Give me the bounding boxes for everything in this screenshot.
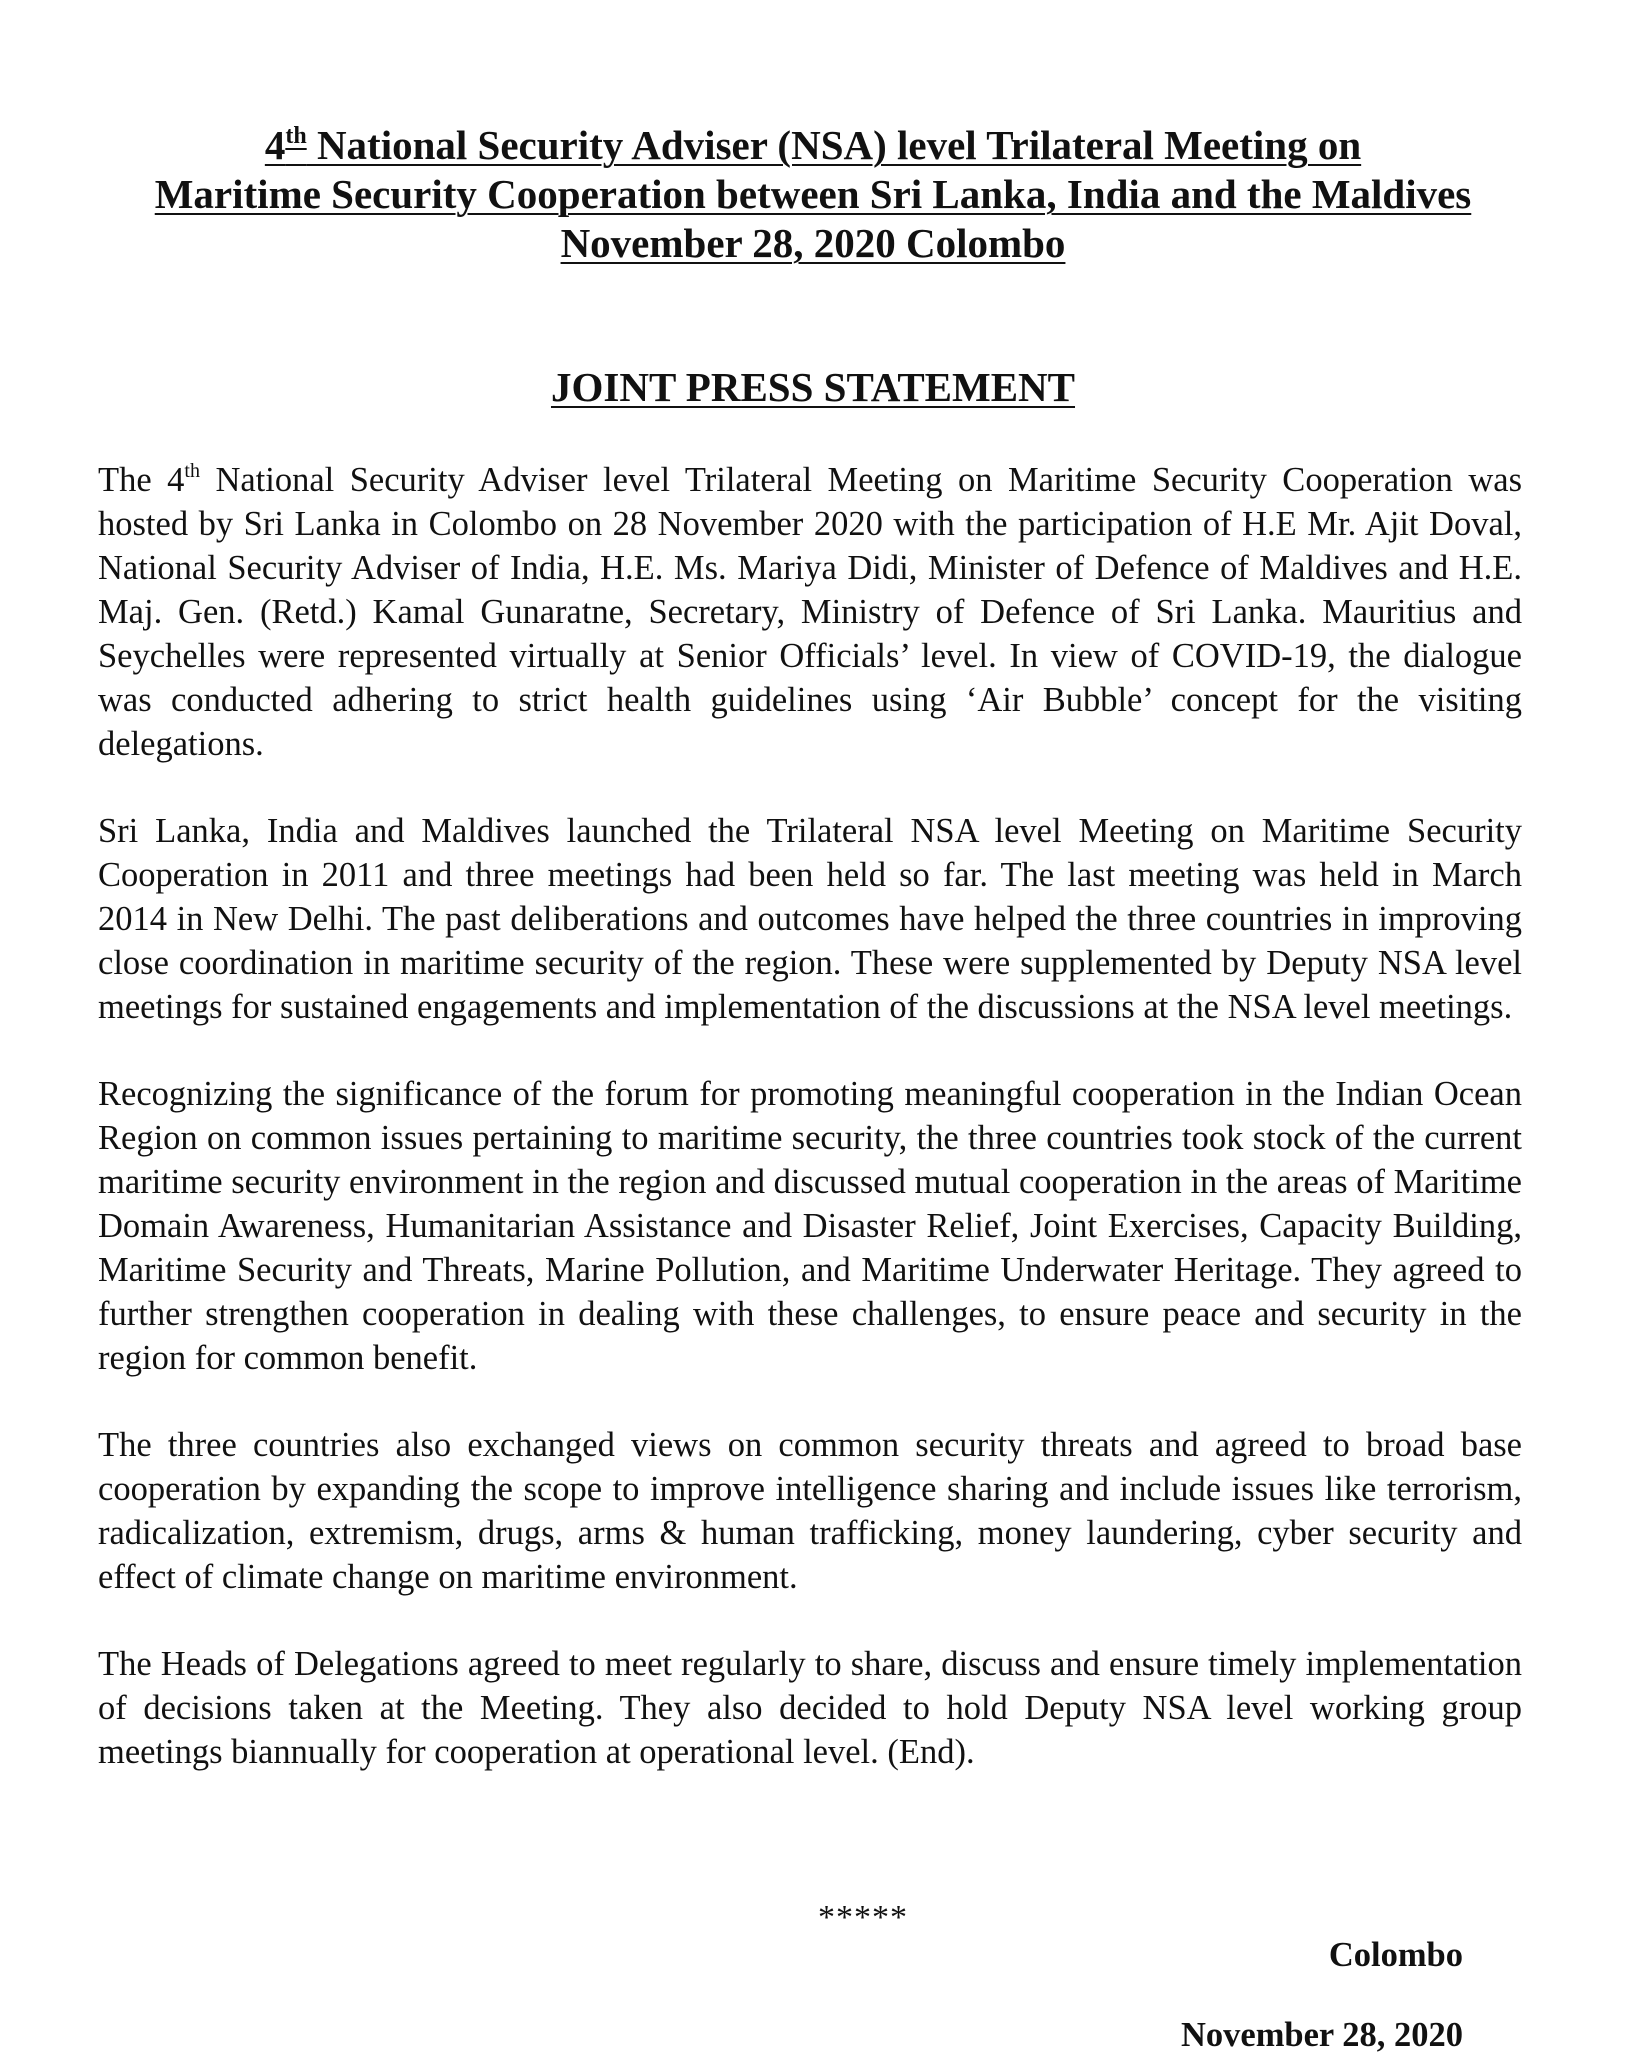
paragraph-conclusion: The Heads of Delegations agreed to meet regularly to share, discuss and ensure timely implementation of decisions taken at the Meeting. They also decided to hold Deputy NSA level working group meetings biannually for cooperation at operational level. (End). bbox=[98, 1645, 1522, 1771]
paragraph-participants bbox=[98, 458, 1522, 766]
paragraph-cooperation-areas: Recognizing the significance of the forum for promoting meaningful cooperation in the Indian Ocean Region on common issues pertaining to maritime security, the three countries took stock of the current maritime security environment in the region and discussed mutual cooperation in the areas of Maritime Domain Awareness, Humanitarian Assistance and Disaster Relief, Joint Exercises, Capacity Building, Maritime Security and Threats, Marine Pollution, and Maritime Underwater Heritage. They agreed to further strengthen cooperation in dealing with these challenges, to ensure peace and security in the region for common benefit. bbox=[98, 1075, 1522, 1377]
issue-place: Colombo bbox=[1328, 1936, 1463, 1974]
document-title bbox=[60, 121, 1566, 268]
paragraph-security-threats: The three countries also exchanged views on common security threats and agreed to broad base cooperation by expanding the scope to improve intelligence sharing and include issues like terrorism, radicalization, extremism, drugs, arms & human trafficking, money laundering, cyber security and effect of climate change on maritime environment. bbox=[98, 1426, 1522, 1596]
title-ordinal-number: 4 bbox=[264, 122, 286, 168]
paragraph-1-prefix: The 4 bbox=[98, 461, 185, 499]
joint-press-statement-heading: JOINT PRESS STATEMENT bbox=[550, 364, 1076, 410]
title-line-1 bbox=[60, 121, 1566, 170]
title-ordinal-suffix: th bbox=[285, 123, 307, 149]
paragraph-1-ordinal-suffix: th bbox=[184, 460, 200, 482]
title-line-3-text: November 28, 2020 Colombo bbox=[560, 220, 1066, 266]
title-line-1-text: National Security Adviser (NSA) level Trilateral Meeting on bbox=[306, 122, 1362, 168]
end-separator: ***** bbox=[818, 1899, 908, 1936]
title-line-3 bbox=[60, 219, 1566, 268]
paragraph-history: Sri Lanka, India and Maldives launched the Trilateral NSA level Meeting on Maritime Security Cooperation in 2011 and three meetings had been held so far. The last meeting was held in March 2014 in New Delhi. The past deliberations and outcomes have helped the three countries in improving close coordination in maritime security of the region. These were supplemented by Deputy NSA level meetings for sustained engagements and implementation of the discussions at the NSA level meetings. bbox=[98, 812, 1522, 1026]
title-line-2-text: Maritime Security Cooperation between Sri Lanka, India and the Maldives bbox=[154, 171, 1472, 217]
paragraph-1-text: National Security Adviser level Trilateral Meeting on Maritime Security Cooperation was hosted by Sri Lanka in Colombo on 28 November 2020 with the participation of H.E Mr. Ajit Doval, National Security Adviser of India, H.E. Ms. Mariya Didi, Minister of Defence of Maldives and H.E. Maj. Gen. (Retd.) Kamal Gunaratne, Secretary, Ministry of Defence of Sri Lanka. Mauritius and Seychelles were represented virtually at Senior Officials’ level. In view of COVID-19, the dialogue was conducted adhering to strict health guidelines using ‘Air Bubble’ concept for the visiting delegations. bbox=[98, 461, 1522, 763]
issue-date: November 28, 2020 bbox=[1180, 2016, 1463, 2054]
statement-body bbox=[98, 458, 1522, 1817]
title-line-2 bbox=[60, 170, 1566, 219]
